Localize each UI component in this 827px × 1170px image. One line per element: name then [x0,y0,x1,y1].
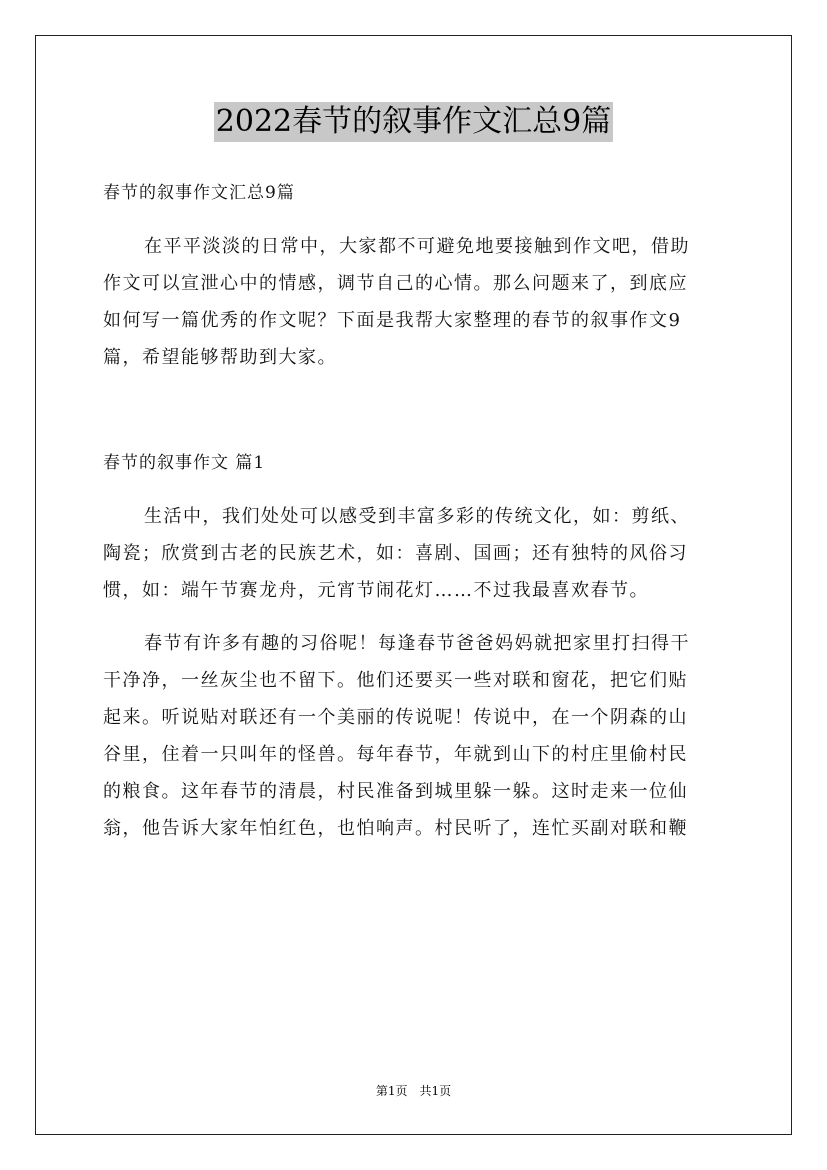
section-gap [103,392,725,445]
section-heading: 春节的叙事作文 篇1 [103,453,266,473]
paragraph-line: 如何写一篇优秀的作文呢？下面是我帮大家整理的春节的叙事作文9 [103,310,682,331]
paragraph-line: 生活中，我们处处可以感受到丰富多彩的传统文化，如：剪纸、 [144,506,690,527]
document-subtitle: 春节的叙事作文汇总9篇 [103,183,295,203]
intro-paragraph [103,228,725,376]
paragraph-line: 作文可以宣泄心中的情感，调节自己的心情。那么问题来了，到底应 [103,273,688,294]
title-area [0,102,827,142]
page-footer: 第1页 共1页 [375,1084,452,1098]
paragraph-line: 在平平淡淡的日常中，大家都不可避免地要接触到作文吧，借助 [144,236,690,257]
body-paragraph-2 [103,625,725,847]
paragraph-line: 春节有许多有趣的习俗呢！每逢春节爸爸妈妈就把家里打扫得干 [144,633,690,654]
paragraph-line: 的粮食。这年春节的清晨，村民准备到城里躲一躲。这时走来一位仙 [103,781,688,802]
paragraph-line: 陶瓷；欣赏到古老的民族艺术，如：喜剧、国画；还有独特的风俗习 [103,543,688,564]
document-body [103,175,725,863]
paragraph-line: 起来。听说贴对联还有一个美丽的传说呢！传说中，在一个阴森的山 [103,707,688,728]
paragraph-line: 翁，他告诉大家年怕红色，也怕响声。村民听了，连忙买副对联和鞭 [103,818,688,839]
paragraph-line: 篇，希望能够帮助到大家。 [103,347,337,368]
document-title: 2022春节的叙事作文汇总9篇 [214,102,613,142]
paragraph-line: 干净净，一丝灰尘也不留下。他们还要买一些对联和窗花，把它们贴 [103,670,688,691]
body-paragraph-1 [103,498,725,609]
paragraph-line: 谷里，住着一只叫年的怪兽。每年春节，年就到山下的村庄里偷村民 [103,744,688,765]
paragraph-line: 惯，如：端午节赛龙舟，元宵节闹花灯……不过我最喜欢春节。 [103,580,649,601]
